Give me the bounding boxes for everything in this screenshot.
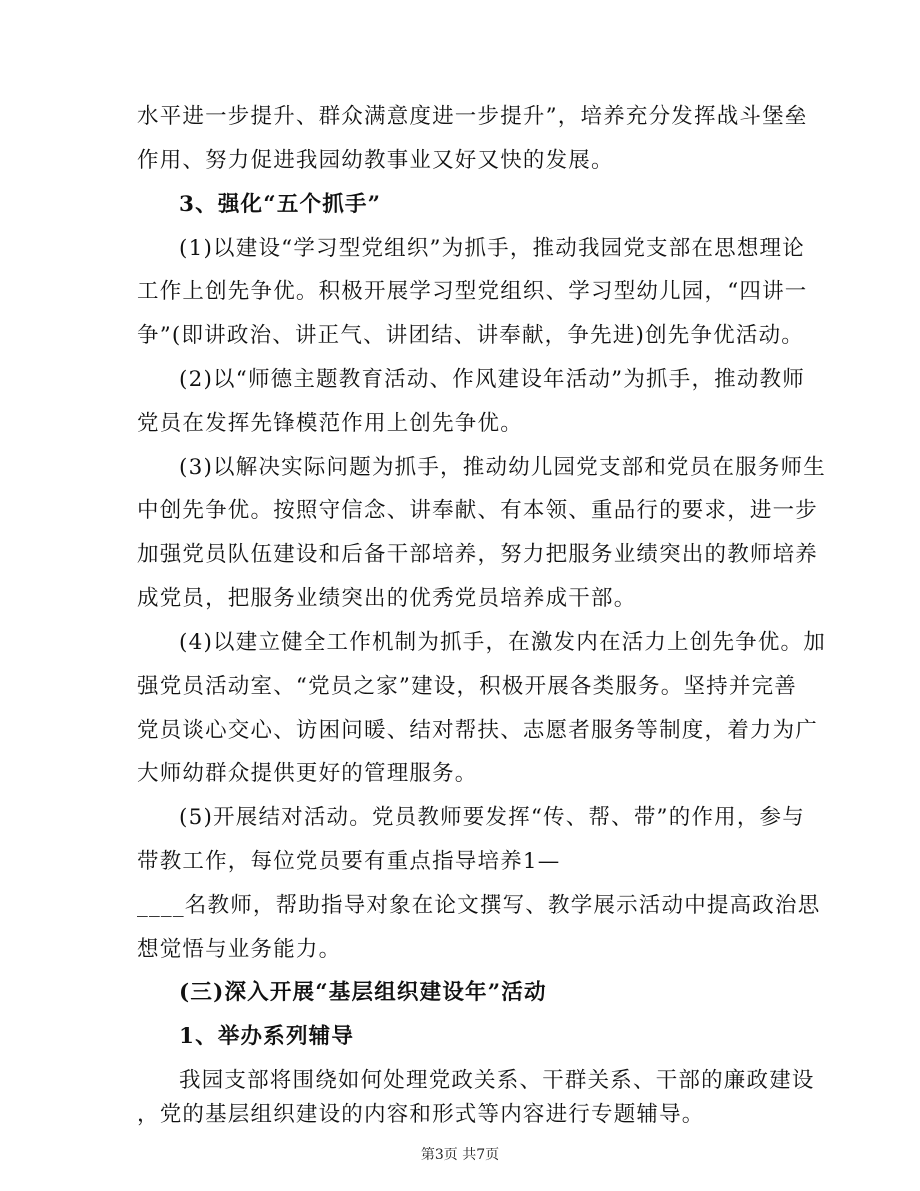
paragraph-line: 强党员活动室、“党员之家”建设，积极开展各类服务。坚持并完善 — [137, 674, 797, 699]
paragraph-line: (3)以解决实际问题为抓手，推动幼儿园党支部和党员在服务师生 — [179, 455, 826, 480]
paragraph-line: 我园支部将围绕如何处理党政关系、干群关系、干部的廉政建设 — [179, 1068, 815, 1093]
section-heading: 1、举办系列辅导 — [179, 1024, 355, 1049]
paragraph-line: 中创先争优。按照守信念、讲奉献、有本领、重品行的要求，进一步 — [137, 498, 819, 523]
paragraph-line: 大师幼群众提供更好的管理服务。 — [137, 761, 478, 786]
paragraph-line: 争”(即讲政治、讲正气、讲团结、讲奉献，争先进)创先争优活动。 — [137, 323, 804, 348]
paragraph-line: 水平进一步提升、群众满意度进一步提升”，培养充分发挥战斗堡垒 — [137, 104, 808, 129]
paragraph-line: 党员在发挥先锋模范作用上创先争优。 — [137, 411, 523, 436]
paragraph-line: (1)以建设“学习型党组织”为抓手，推动我园党支部在思想理论 — [179, 236, 805, 261]
paragraph-line: 带教工作，每位党员要有重点指导培养1— — [137, 849, 561, 874]
paragraph-line: 作用、努力促进我园幼教事业又好又快的发展。 — [137, 148, 614, 173]
section-heading: (三)深入开展“基层组织建设年”活动 — [179, 980, 547, 1005]
paragraph-line: (2)以“师德主题教育活动、作风建设年活动”为抓手，推动教师 — [179, 367, 805, 392]
paragraph-line: 工作上创先争优。积极开展学习型党组织、学习型幼儿园，“四讲一 — [137, 279, 808, 304]
paragraph-line: ，党的基层组织建设的内容和形式等内容进行专题辅导。 — [137, 1102, 705, 1127]
paragraph-line: ____名教师，帮助指导对象在论文撰写、教学展示活动中提高政治思 — [137, 893, 821, 918]
paragraph-line: 加强党员队伍建设和后备干部培养，努力把服务业绩突出的教师培养 — [137, 542, 819, 567]
page-number: 第3页 共7页 — [420, 1147, 500, 1163]
section-heading: 3、强化“五个抓手” — [179, 192, 382, 217]
paragraph-line: (5)开展结对活动。党员教师要发挥“传、帮、带”的作用，参与 — [179, 805, 805, 830]
paragraph-line: (4)以建立健全工作机制为抓手，在激发内在活力上创先争优。加 — [179, 630, 826, 655]
paragraph-line: 想觉悟与业务能力。 — [137, 937, 342, 962]
paragraph-line: 成党员，把服务业绩突出的优秀党员培养成干部。 — [137, 586, 637, 611]
paragraph-line: 党员谈心交心、访困问暖、结对帮扶、志愿者服务等制度，着力为广 — [137, 718, 819, 743]
